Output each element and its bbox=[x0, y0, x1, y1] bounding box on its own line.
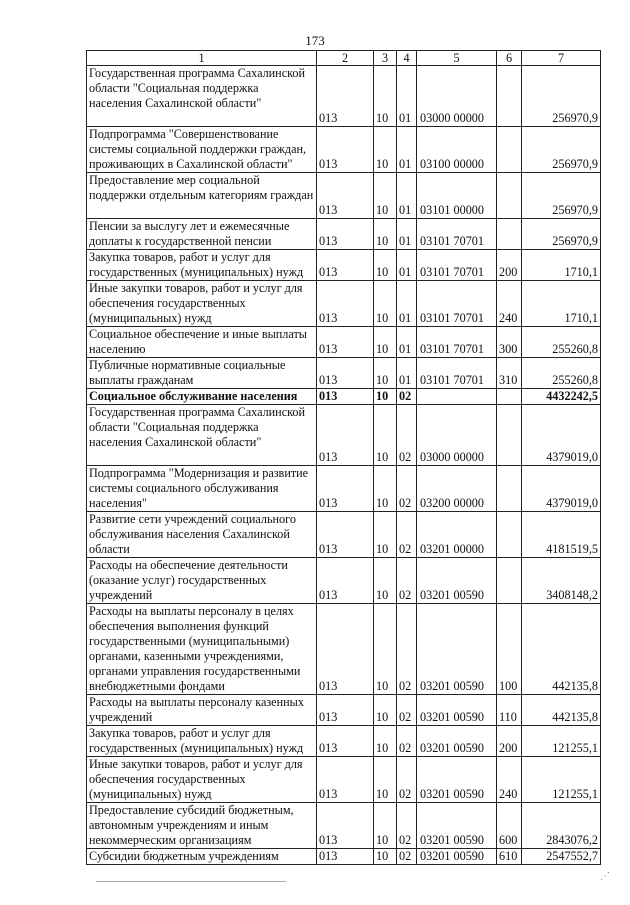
row-amount: 2547552,7 bbox=[522, 849, 601, 865]
table-row bbox=[87, 466, 601, 512]
row-name: Расходы на выплаты персоналу в целях обеспечения выполнения функций государственными (муниципальными) органами, казенными учреждениями, органами управления государственными внебюджетными фондами bbox=[87, 604, 317, 695]
row-subsection-code: 01 bbox=[397, 66, 417, 127]
row-expense-type-code: 100 bbox=[497, 604, 522, 695]
row-name: Расходы на выплаты персоналу казенных учреждений bbox=[87, 695, 317, 726]
column-header-3: 3 bbox=[374, 51, 397, 66]
row-ministry-code: 013 bbox=[317, 695, 374, 726]
row-target-article-code: 03000 00000 bbox=[417, 66, 497, 127]
row-amount: 1710,1 bbox=[522, 250, 601, 281]
row-section-code: 10 bbox=[374, 389, 397, 405]
table-row bbox=[87, 757, 601, 803]
row-section-code: 10 bbox=[374, 803, 397, 849]
row-amount: 256970,9 bbox=[522, 173, 601, 219]
row-amount: 3408148,2 bbox=[522, 558, 601, 604]
column-header-5: 5 bbox=[417, 51, 497, 66]
table-row bbox=[87, 250, 601, 281]
row-ministry-code: 013 bbox=[317, 512, 374, 558]
table-row bbox=[87, 66, 601, 127]
row-name: Подпрограмма "Совершенствование системы социальной поддержки граждан, проживающих в Сахалинской области" bbox=[87, 127, 317, 173]
row-ministry-code: 013 bbox=[317, 405, 374, 466]
row-name: Иные закупки товаров, работ и услуг для обеспечения государственных (муниципальных) нужд bbox=[87, 757, 317, 803]
table-row bbox=[87, 512, 601, 558]
row-name: Развитие сети учреждений социального обслуживания населения Сахалинской области bbox=[87, 512, 317, 558]
table-row bbox=[87, 219, 601, 250]
column-header-1: 1 bbox=[87, 51, 317, 66]
row-amount: 256970,9 bbox=[522, 219, 601, 250]
row-expense-type-code: 600 bbox=[497, 803, 522, 849]
table-row bbox=[87, 604, 601, 695]
row-name: Подпрограмма "Модернизация и развитие системы социального обслуживания населения" bbox=[87, 466, 317, 512]
row-section-code: 10 bbox=[374, 66, 397, 127]
table-row bbox=[87, 405, 601, 466]
row-subsection-code: 01 bbox=[397, 219, 417, 250]
row-target-article-code: 03201 00590 bbox=[417, 803, 497, 849]
row-ministry-code: 013 bbox=[317, 66, 374, 127]
row-target-article-code: 03101 70701 bbox=[417, 219, 497, 250]
row-ministry-code: 013 bbox=[317, 849, 374, 865]
row-name: Иные закупки товаров, работ и услуг для обеспечения государственных (муниципальных) нужд bbox=[87, 281, 317, 327]
budget-table bbox=[86, 50, 601, 865]
row-target-article-code: 03101 00000 bbox=[417, 173, 497, 219]
table-row bbox=[87, 695, 601, 726]
scan-artifact-line bbox=[96, 881, 286, 882]
row-ministry-code: 013 bbox=[317, 250, 374, 281]
row-name: Закупка товаров, работ и услуг для государственных (муниципальных) нужд bbox=[87, 726, 317, 757]
row-section-code: 10 bbox=[374, 726, 397, 757]
row-target-article-code: 03101 70701 bbox=[417, 327, 497, 358]
row-name: Государственная программа Сахалинской области "Социальная поддержка населения Сахалинской области" bbox=[87, 405, 317, 466]
row-expense-type-code bbox=[497, 219, 522, 250]
row-section-code: 10 bbox=[374, 173, 397, 219]
row-ministry-code: 013 bbox=[317, 389, 374, 405]
row-amount: 255260,8 bbox=[522, 358, 601, 389]
row-amount: 4181519,5 bbox=[522, 512, 601, 558]
row-expense-type-code bbox=[497, 512, 522, 558]
row-amount: 442135,8 bbox=[522, 604, 601, 695]
row-target-article-code: 03201 00590 bbox=[417, 849, 497, 865]
row-amount: 4432242,5 bbox=[522, 389, 601, 405]
row-name: Расходы на обеспечение деятельности (оказание услуг) государственных учреждений bbox=[87, 558, 317, 604]
row-target-article-code: 03201 00590 bbox=[417, 558, 497, 604]
row-ministry-code: 013 bbox=[317, 604, 374, 695]
row-target-article-code bbox=[417, 389, 497, 405]
row-expense-type-code bbox=[497, 405, 522, 466]
row-subsection-code: 02 bbox=[397, 604, 417, 695]
table-row bbox=[87, 281, 601, 327]
row-amount: 442135,8 bbox=[522, 695, 601, 726]
row-subsection-code: 01 bbox=[397, 358, 417, 389]
row-name: Социальное обеспечение и иные выплаты населению bbox=[87, 327, 317, 358]
table-row bbox=[87, 358, 601, 389]
row-expense-type-code bbox=[497, 558, 522, 604]
row-expense-type-code bbox=[497, 173, 522, 219]
row-subsection-code: 02 bbox=[397, 558, 417, 604]
row-section-code: 10 bbox=[374, 604, 397, 695]
row-amount: 256970,9 bbox=[522, 127, 601, 173]
row-ministry-code: 013 bbox=[317, 327, 374, 358]
row-expense-type-code bbox=[497, 389, 522, 405]
row-expense-type-code: 300 bbox=[497, 327, 522, 358]
table-body bbox=[87, 51, 601, 865]
row-subsection-code: 02 bbox=[397, 726, 417, 757]
row-subsection-code: 01 bbox=[397, 127, 417, 173]
row-amount: 4379019,0 bbox=[522, 405, 601, 466]
row-ministry-code: 013 bbox=[317, 281, 374, 327]
row-name: Предоставление мер социальной поддержки отдельным категориям граждан bbox=[87, 173, 317, 219]
row-target-article-code: 03100 00000 bbox=[417, 127, 497, 173]
row-subsection-code: 02 bbox=[397, 803, 417, 849]
row-name: Пенсии за выслугу лет и ежемесячные доплаты к государственной пенсии bbox=[87, 219, 317, 250]
table-row bbox=[87, 558, 601, 604]
row-expense-type-code: 240 bbox=[497, 757, 522, 803]
row-subsection-code: 01 bbox=[397, 173, 417, 219]
row-section-code: 10 bbox=[374, 281, 397, 327]
row-expense-type-code: 610 bbox=[497, 849, 522, 865]
row-ministry-code: 013 bbox=[317, 558, 374, 604]
row-subsection-code: 01 bbox=[397, 281, 417, 327]
row-target-article-code: 03201 00590 bbox=[417, 726, 497, 757]
row-section-code: 10 bbox=[374, 558, 397, 604]
row-subsection-code: 02 bbox=[397, 849, 417, 865]
table-row bbox=[87, 173, 601, 219]
row-expense-type-code: 240 bbox=[497, 281, 522, 327]
row-name: Предоставление субсидий бюджетным, автономным учреждениям и иным некоммерческим организациям bbox=[87, 803, 317, 849]
row-target-article-code: 03101 70701 bbox=[417, 250, 497, 281]
row-ministry-code: 013 bbox=[317, 757, 374, 803]
row-target-article-code: 03101 70701 bbox=[417, 358, 497, 389]
row-section-code: 10 bbox=[374, 405, 397, 466]
row-amount: 255260,8 bbox=[522, 327, 601, 358]
table-row bbox=[87, 726, 601, 757]
row-section-code: 10 bbox=[374, 512, 397, 558]
row-name: Публичные нормативные социальные выплаты гражданам bbox=[87, 358, 317, 389]
table-header-row bbox=[87, 51, 601, 66]
row-name: Государственная программа Сахалинской области "Социальная поддержка населения Сахалинской области" bbox=[87, 66, 317, 127]
table-row bbox=[87, 389, 601, 405]
column-header-7: 7 bbox=[522, 51, 601, 66]
row-target-article-code: 03201 00590 bbox=[417, 695, 497, 726]
row-ministry-code: 013 bbox=[317, 219, 374, 250]
row-target-article-code: 03201 00590 bbox=[417, 604, 497, 695]
row-subsection-code: 01 bbox=[397, 327, 417, 358]
row-subsection-code: 02 bbox=[397, 695, 417, 726]
row-expense-type-code: 200 bbox=[497, 250, 522, 281]
row-ministry-code: 013 bbox=[317, 127, 374, 173]
row-expense-type-code: 110 bbox=[497, 695, 522, 726]
row-target-article-code: 03201 00000 bbox=[417, 512, 497, 558]
row-ministry-code: 013 bbox=[317, 358, 374, 389]
row-expense-type-code bbox=[497, 466, 522, 512]
row-amount: 2843076,2 bbox=[522, 803, 601, 849]
table-row bbox=[87, 803, 601, 849]
row-ministry-code: 013 bbox=[317, 466, 374, 512]
row-section-code: 10 bbox=[374, 327, 397, 358]
row-target-article-code: 03200 00000 bbox=[417, 466, 497, 512]
row-section-code: 10 bbox=[374, 757, 397, 803]
row-ministry-code: 013 bbox=[317, 173, 374, 219]
scan-artifact-mark: ⋰ bbox=[600, 871, 610, 882]
row-ministry-code: 013 bbox=[317, 726, 374, 757]
row-expense-type-code: 200 bbox=[497, 726, 522, 757]
row-section-code: 10 bbox=[374, 358, 397, 389]
table-row bbox=[87, 127, 601, 173]
row-subsection-code: 02 bbox=[397, 757, 417, 803]
row-amount: 1710,1 bbox=[522, 281, 601, 327]
row-amount: 256970,9 bbox=[522, 66, 601, 127]
row-name: Субсидии бюджетным учреждениям bbox=[87, 849, 317, 865]
row-target-article-code: 03201 00590 bbox=[417, 757, 497, 803]
row-amount: 121255,1 bbox=[522, 757, 601, 803]
row-expense-type-code bbox=[497, 66, 522, 127]
row-name: Закупка товаров, работ и услуг для государственных (муниципальных) нужд bbox=[87, 250, 317, 281]
row-subsection-code: 02 bbox=[397, 405, 417, 466]
row-subsection-code: 02 bbox=[397, 389, 417, 405]
row-subsection-code: 01 bbox=[397, 250, 417, 281]
column-header-2: 2 bbox=[317, 51, 374, 66]
row-amount: 4379019,0 bbox=[522, 466, 601, 512]
row-expense-type-code bbox=[497, 127, 522, 173]
row-section-code: 10 bbox=[374, 250, 397, 281]
row-section-code: 10 bbox=[374, 219, 397, 250]
page-number: 173 bbox=[305, 33, 325, 48]
row-target-article-code: 03101 70701 bbox=[417, 281, 497, 327]
row-section-code: 10 bbox=[374, 849, 397, 865]
row-target-article-code: 03000 00000 bbox=[417, 405, 497, 466]
row-amount: 121255,1 bbox=[522, 726, 601, 757]
row-section-code: 10 bbox=[374, 127, 397, 173]
row-expense-type-code: 310 bbox=[497, 358, 522, 389]
row-section-code: 10 bbox=[374, 466, 397, 512]
row-name: Социальное обслуживание населения bbox=[87, 389, 317, 405]
row-subsection-code: 02 bbox=[397, 466, 417, 512]
row-ministry-code: 013 bbox=[317, 803, 374, 849]
column-header-6: 6 bbox=[497, 51, 522, 66]
table-row bbox=[87, 327, 601, 358]
column-header-4: 4 bbox=[397, 51, 417, 66]
table-row bbox=[87, 849, 601, 865]
row-subsection-code: 02 bbox=[397, 512, 417, 558]
row-section-code: 10 bbox=[374, 695, 397, 726]
